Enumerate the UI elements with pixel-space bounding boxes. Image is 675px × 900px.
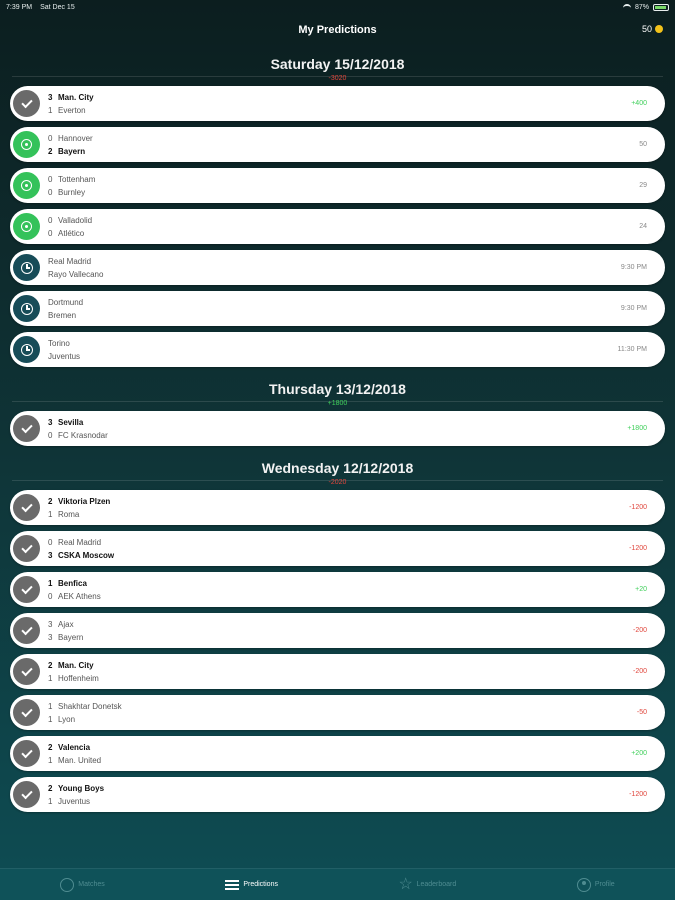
tab-predictions[interactable] [225, 878, 278, 892]
home-score: 1 [48, 578, 53, 588]
checkmark-icon [13, 415, 40, 442]
clock-icon [13, 295, 40, 322]
home-team-row [48, 255, 621, 268]
away-score: 0 [48, 591, 53, 601]
match-result: 9:30 PM [620, 264, 647, 271]
away-team-name: Juventus [48, 351, 81, 361]
match-teams [48, 495, 629, 521]
home-team-row [48, 700, 637, 713]
home-team-row [48, 741, 631, 754]
tab-profile[interactable] [577, 878, 615, 892]
home-team-row [48, 214, 639, 227]
day-section [0, 377, 675, 446]
match-result: -50 [636, 709, 647, 716]
match-teams [48, 659, 633, 685]
checkmark-icon [13, 494, 40, 521]
checkmark-icon [13, 617, 40, 644]
match-teams [48, 536, 629, 562]
home-team-name: Hannover [58, 133, 93, 143]
match-card[interactable] [10, 654, 665, 689]
away-team-name: Bayern [58, 146, 86, 156]
day-header [0, 52, 675, 84]
away-team-row [48, 713, 637, 726]
home-team-name: Man. City [58, 660, 94, 670]
away-team-row [48, 350, 618, 363]
match-card[interactable] [10, 531, 665, 566]
home-team-row [48, 173, 639, 186]
clock-icon [13, 336, 40, 363]
match-result: +400 [631, 100, 647, 107]
match-card[interactable] [10, 695, 665, 730]
match-teams [48, 741, 631, 767]
soccer-ball-icon [13, 131, 40, 158]
tab-label: Matches [78, 881, 105, 888]
home-team-row [48, 296, 621, 309]
tab-label: Leaderboard [416, 881, 457, 888]
checkmark-icon [13, 535, 40, 562]
home-team-name: Tottenham [58, 174, 96, 184]
away-team-row [48, 754, 631, 767]
home-score: 0 [48, 174, 53, 184]
home-score: 3 [48, 417, 53, 427]
checkmark-icon [13, 90, 40, 117]
page-title: My Predictions [298, 24, 377, 36]
match-teams [48, 416, 627, 442]
away-team-row [48, 508, 629, 521]
match-card[interactable] [10, 168, 665, 203]
match-result: -1200 [629, 791, 647, 798]
home-team-name: Sevilla [58, 417, 84, 427]
match-teams [48, 700, 637, 726]
away-team-name: Roma [58, 509, 80, 519]
home-team-row [48, 91, 631, 104]
away-team-name: CSKA Moscow [58, 550, 115, 560]
list-icon [225, 878, 239, 892]
home-team-name: Benfica [58, 578, 87, 588]
checkmark-icon [13, 699, 40, 726]
match-card[interactable] [10, 86, 665, 121]
tab-label: Profile [594, 881, 615, 888]
home-team-name: Valencia [58, 742, 91, 752]
home-team-row [48, 132, 639, 145]
match-card[interactable] [10, 572, 665, 607]
match-result: +1800 [627, 425, 647, 432]
away-team-name: Atlético [58, 228, 85, 238]
home-team-name: Dortmund [48, 297, 84, 307]
checkmark-icon [13, 740, 40, 767]
away-score: 1 [48, 509, 53, 519]
away-score: 0 [48, 228, 53, 238]
home-team-row [48, 495, 629, 508]
home-team-name: Young Boys [58, 783, 105, 793]
away-score: 1 [48, 755, 53, 765]
battery-percent: 87% [634, 3, 649, 11]
home-team-row [48, 782, 629, 795]
away-team-row [48, 631, 633, 644]
away-score: 1 [48, 673, 53, 683]
match-teams [48, 337, 618, 363]
home-team-row [48, 536, 629, 549]
coin-balance[interactable] [642, 24, 663, 34]
home-team-row [48, 416, 627, 429]
ball-icon [60, 878, 74, 892]
soccer-ball-icon [13, 172, 40, 199]
match-teams [48, 577, 635, 603]
away-team-name: AEK Athens [58, 591, 101, 601]
match-result: 50 [639, 141, 647, 148]
home-team-row [48, 337, 618, 350]
match-card[interactable] [10, 777, 665, 812]
away-team-row [48, 309, 621, 322]
away-team-name: Burnley [58, 187, 86, 197]
away-team-name: Lyon [58, 714, 76, 724]
away-team-row [48, 590, 635, 603]
day-section [0, 52, 675, 367]
away-team-row [48, 104, 631, 117]
home-score: 3 [48, 92, 53, 102]
status-time: 7:39 PM [6, 3, 33, 11]
day-total: -3020 [328, 75, 347, 82]
day-total: -2020 [328, 479, 347, 486]
match-teams [48, 132, 639, 158]
away-score: 3 [48, 632, 53, 642]
checkmark-icon [13, 576, 40, 603]
day-title: Wednesday 12/12/2018 [261, 460, 414, 476]
tab-leaderboard[interactable] [398, 875, 457, 893]
match-card[interactable] [10, 613, 665, 648]
away-score: 1 [48, 796, 53, 806]
match-card[interactable] [10, 490, 665, 525]
tab-matches[interactable] [60, 878, 104, 892]
match-card[interactable] [10, 736, 665, 771]
checkmark-icon [13, 658, 40, 685]
away-team-row [48, 268, 621, 281]
match-result: -200 [632, 668, 647, 675]
match-card[interactable] [10, 411, 665, 446]
coin-count: 50 [641, 24, 652, 34]
home-score: 2 [48, 496, 53, 506]
home-score: 0 [48, 215, 53, 225]
match-teams [48, 296, 621, 322]
home-team-row [48, 577, 635, 590]
home-team-name: Man. City [58, 92, 94, 102]
match-result: 24 [639, 223, 647, 230]
home-score: 3 [48, 619, 53, 629]
clock-icon [13, 254, 40, 281]
match-teams [48, 782, 629, 808]
match-teams [48, 214, 639, 240]
away-team-row [48, 429, 627, 442]
page-header [0, 18, 675, 42]
match-teams [48, 173, 639, 199]
match-result: 9:30 PM [620, 305, 647, 312]
away-score: 1 [48, 105, 53, 115]
home-score: 2 [48, 783, 53, 793]
away-team-name: Bayern [58, 632, 84, 642]
wifi-icon [623, 4, 631, 10]
predictions-list[interactable] [0, 52, 675, 868]
day-header [0, 456, 675, 488]
day-header [0, 377, 675, 409]
tab-bar [0, 868, 675, 900]
tab-label: Predictions [243, 881, 278, 888]
match-card[interactable] [10, 209, 665, 244]
match-result: -1200 [629, 545, 647, 552]
home-score: 0 [48, 133, 53, 143]
coin-icon [655, 25, 663, 33]
day-total: +1800 [327, 400, 348, 407]
away-score: 0 [48, 187, 53, 197]
home-score: 2 [48, 660, 53, 670]
home-team-name: Real Madrid [58, 537, 102, 547]
home-team-name: Viktoria Plzen [58, 496, 111, 506]
status-date: Sat Dec 15 [40, 3, 75, 11]
home-team-name: Torino [48, 338, 70, 348]
match-result: 11:30 PM [617, 346, 647, 353]
match-teams [48, 618, 633, 644]
star-icon: ☆ [398, 875, 413, 893]
away-team-name: Man. United [58, 755, 102, 765]
match-teams [48, 91, 631, 117]
away-team-name: Rayo Vallecano [48, 269, 104, 279]
home-team-row [48, 659, 633, 672]
match-result: +200 [631, 750, 647, 757]
home-team-row [48, 618, 633, 631]
match-result: +20 [635, 586, 647, 593]
battery-icon [653, 4, 669, 11]
match-card[interactable] [10, 250, 665, 285]
day-title: Saturday 15/12/2018 [270, 56, 405, 72]
match-card[interactable] [10, 291, 665, 326]
day-title: Thursday 13/12/2018 [269, 381, 406, 397]
match-card[interactable] [10, 127, 665, 162]
home-score: 2 [48, 742, 53, 752]
match-result: -1200 [629, 504, 647, 511]
away-score: 2 [48, 146, 53, 156]
away-team-row [48, 186, 639, 199]
away-score: 1 [48, 714, 53, 724]
match-teams [48, 255, 621, 281]
away-team-name: Everton [58, 105, 86, 115]
match-card[interactable] [10, 332, 665, 367]
status-right [623, 4, 669, 11]
home-score: 0 [48, 537, 53, 547]
away-team-row [48, 227, 639, 240]
match-result: -200 [632, 627, 647, 634]
user-icon [577, 878, 591, 892]
away-team-name: Bremen [48, 310, 77, 320]
day-section [0, 456, 675, 812]
away-team-row [48, 672, 633, 685]
away-team-name: Juventus [58, 796, 91, 806]
away-score: 0 [48, 430, 53, 440]
away-score: 3 [48, 550, 53, 560]
away-team-row [48, 795, 629, 808]
soccer-ball-icon [13, 213, 40, 240]
home-team-name: Real Madrid [48, 256, 92, 266]
home-team-name: Shakhtar Donetsk [58, 701, 122, 711]
home-score: 1 [48, 701, 53, 711]
home-team-name: Ajax [58, 619, 74, 629]
away-team-name: FC Krasnodar [58, 430, 108, 440]
status-bar [0, 0, 675, 14]
away-team-name: Hoffenheim [58, 673, 99, 683]
away-team-row [48, 549, 629, 562]
checkmark-icon [13, 781, 40, 808]
match-result: 29 [639, 182, 647, 189]
away-team-row [48, 145, 639, 158]
home-team-name: Valladolid [58, 215, 93, 225]
